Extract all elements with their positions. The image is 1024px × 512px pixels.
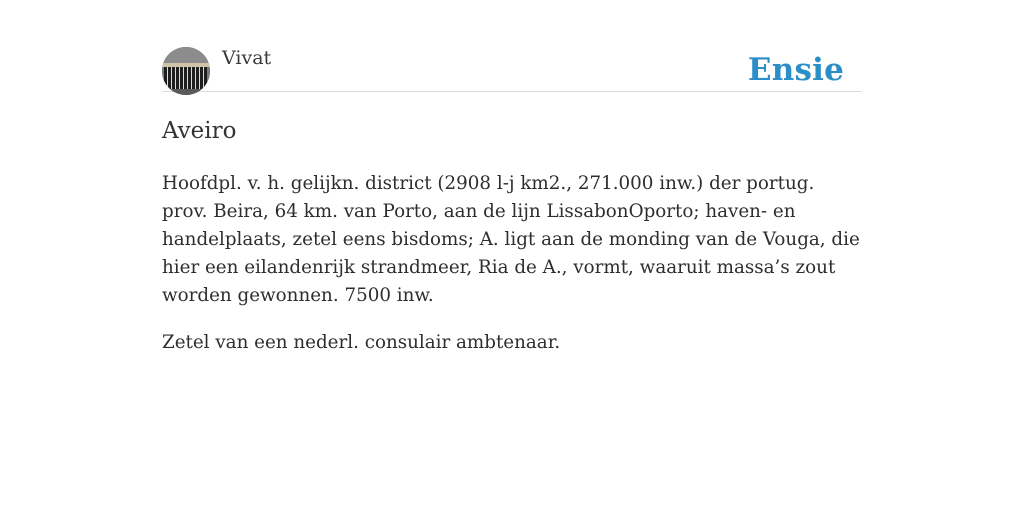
article-title: Aveiro (162, 118, 237, 144)
books-avatar-icon (162, 47, 210, 95)
author-name[interactable]: Vivat (222, 47, 272, 69)
author-avatar[interactable] (162, 47, 210, 95)
brand-logo[interactable]: Ensie (747, 52, 844, 88)
article-header (162, 46, 862, 92)
article-paragraph: Zetel van een nederl. consulair ambtenaar. (162, 332, 561, 353)
article-paragraph: Hoofdpl. v. h. gelijkn. district (2908 l-j km2., 271.000 inw.) der portug. prov. Beira, 64 km. van Porto, aan de lijn LissabonOporto; haven- en handelplaats, zetel eens bisdoms; A. ligt aan de monding van de Vouga, die hier een eilandenrijk strandmeer, Ria de A., vormt, waaruit massa’s zout worden gewonnen. 7500 inw. (162, 173, 860, 306)
article-container (162, 46, 862, 357)
